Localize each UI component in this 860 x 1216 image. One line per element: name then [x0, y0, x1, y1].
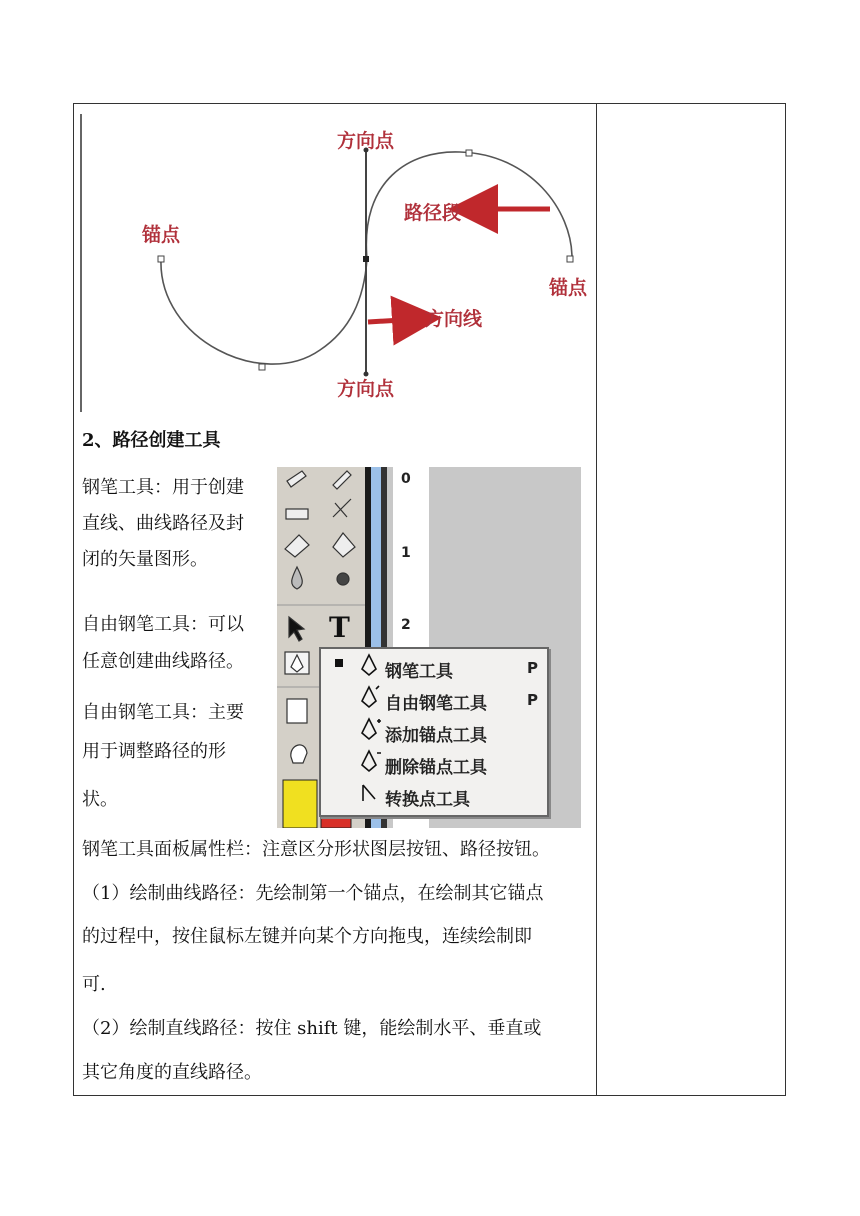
- stamp-icon: [286, 509, 308, 519]
- shortcut-freeform-pen-tool: P: [527, 691, 538, 709]
- active-tool-marker: [335, 659, 343, 667]
- menu-item-freeform-pen-tool[interactable]: 自由钢笔工具: [385, 694, 487, 714]
- toolbox-screenshot: [277, 467, 581, 828]
- menu-icons-svg: [357, 651, 381, 811]
- brush-icon: [333, 471, 351, 489]
- tool-desc-line: 直线、曲线路径及封: [82, 513, 244, 534]
- label-direction-point-bottom: 方向点: [337, 378, 395, 400]
- healing-brush-icon: [287, 471, 306, 487]
- column-divider: [596, 104, 597, 1095]
- body-line: 钢笔工具面板属性栏：注意区分形状图层按钮、路径按钮。: [82, 839, 550, 860]
- eraser-icon: [285, 535, 309, 557]
- freeform-pen-icon: [362, 686, 379, 707]
- path-diagram-svg: [80, 110, 594, 412]
- body-line: 可.: [82, 974, 106, 995]
- tool-desc-line: 自由钢笔工具：主要: [82, 702, 244, 723]
- ruler-number: 1: [401, 545, 411, 561]
- convert-point-icon: [363, 785, 375, 801]
- label-anchor-left: 锚点: [142, 224, 181, 246]
- lower-curve: [161, 259, 367, 364]
- pen-icon: [362, 655, 376, 675]
- tool-desc-line: 闭的矢量图形。: [82, 549, 208, 570]
- tool-desc-line: 自由钢笔工具：可以: [82, 614, 244, 635]
- foreground-color-swatch: [283, 780, 317, 828]
- move-selection-icon: [289, 617, 304, 641]
- label-path-segment: 路径段: [404, 202, 462, 224]
- body-line: 的过程中，按住鼠标左键并向某个方向拖曳，连续绘制即: [82, 926, 532, 947]
- tool-desc-line: 用于调整路径的形: [82, 741, 226, 762]
- direction-line-arrow: [368, 320, 402, 322]
- label-direction-point-top: 方向点: [337, 130, 395, 152]
- menu-item-convert-point-tool[interactable]: 转换点工具: [385, 790, 470, 810]
- path-anatomy-diagram: [80, 110, 594, 412]
- notes-icon: [287, 699, 307, 723]
- section-heading: 2、路径创建工具: [82, 430, 221, 451]
- anchor-left: [158, 256, 164, 262]
- add-anchor-icon: [362, 719, 381, 739]
- ruler-number: 2: [401, 617, 411, 633]
- body-line: （2）绘制直线路径：按住 shift 键，能绘制水平、垂直或: [82, 1018, 542, 1039]
- menu-item-pen-tool[interactable]: 钢笔工具: [385, 662, 453, 682]
- menu-item-delete-anchor-tool[interactable]: 删除锚点工具: [385, 758, 487, 778]
- body-line: （1）绘制曲线路径：先绘制第一个锚点，在绘制其它锚点: [82, 883, 544, 904]
- tool-desc-line: 任意创建曲线路径。: [82, 651, 244, 672]
- type-tool-icon[interactable]: T: [329, 611, 350, 644]
- label-direction-line: 方向线: [425, 308, 483, 330]
- anchor-top: [466, 150, 472, 156]
- paint-bucket-icon: [333, 533, 355, 557]
- blur-drop-icon: [292, 567, 303, 589]
- menu-item-add-anchor-tool[interactable]: 添加锚点工具: [385, 726, 487, 746]
- upper-curve: [366, 152, 572, 259]
- anchor-right: [567, 256, 573, 262]
- history-brush-icon: [333, 499, 351, 517]
- shortcut-pen-tool: P: [527, 659, 538, 677]
- delete-anchor-icon: [362, 751, 381, 771]
- label-anchor-right: 锚点: [549, 277, 588, 299]
- hand-icon: [291, 745, 307, 763]
- pen-tool-flyout-menu: [319, 647, 549, 817]
- ruler-number: 0: [401, 471, 411, 487]
- anchor-bottom: [259, 364, 265, 370]
- tool-desc-line: 状。: [82, 789, 118, 810]
- body-line: 其它角度的直线路径。: [82, 1062, 262, 1083]
- tool-desc-line: 钢笔工具：用于创建: [82, 477, 244, 498]
- selected-anchor: [363, 256, 369, 262]
- dodge-icon: [337, 573, 349, 585]
